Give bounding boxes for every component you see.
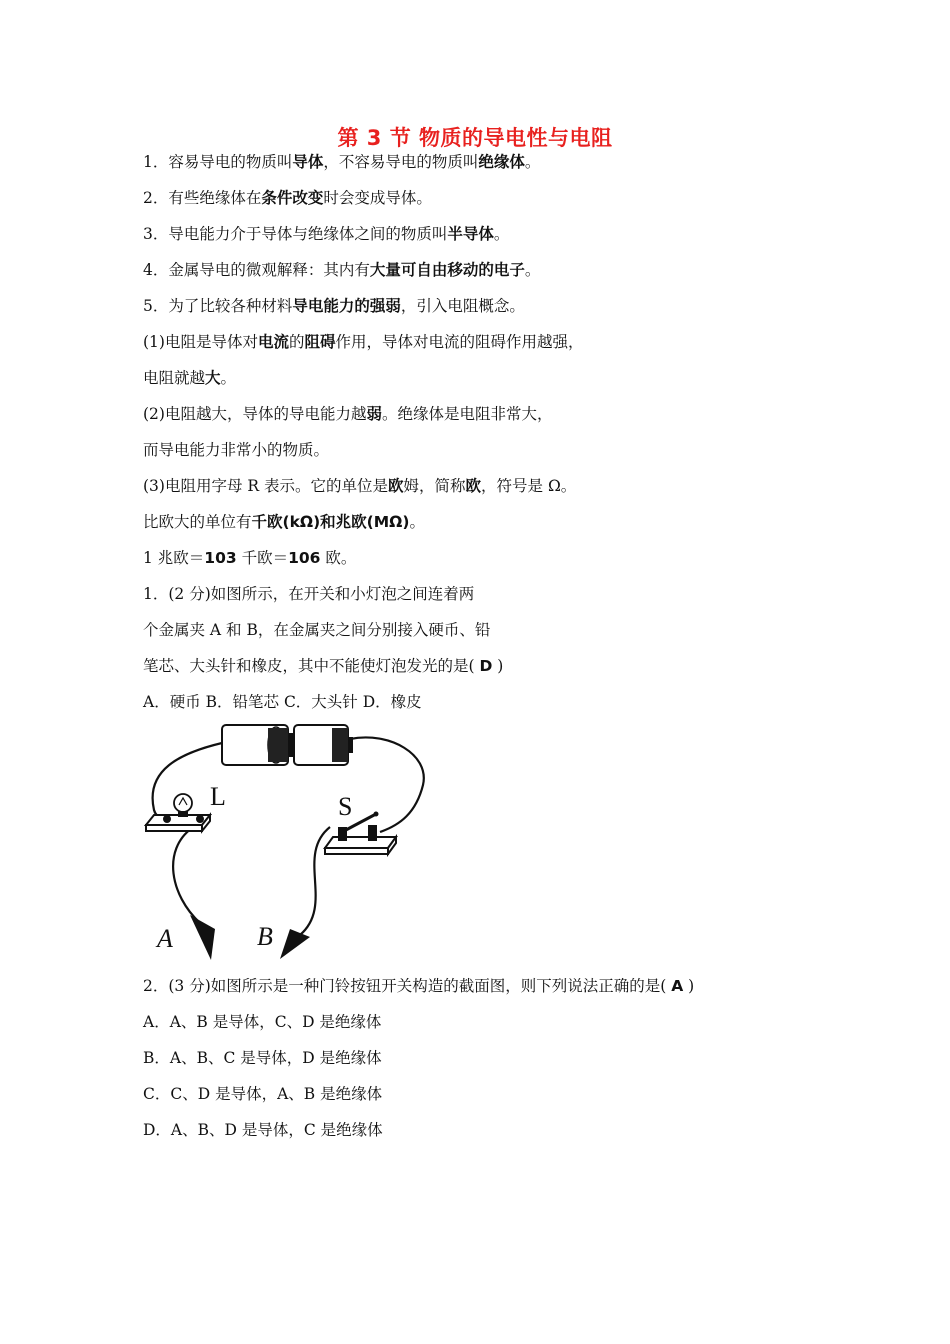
text-segment: ) [492,657,504,675]
text-segment: 千欧＝ [236,549,289,567]
question-line [143,1120,383,1140]
text-segment: 2．有些绝缘体在 [143,189,262,207]
text-line [143,440,329,460]
text-line [143,692,422,712]
bold-answer: 106 [288,549,321,567]
bold-answer: 半导体 [447,225,494,243]
bold-answer: 大 [205,369,221,387]
bold-answer: 千欧(kΩ)和兆欧(MΩ) [251,513,410,531]
label-lamp: L [210,782,226,811]
bold-answer: 绝缘体 [478,153,525,171]
text-segment: 而导电能力非常小的物质。 [143,441,330,459]
text-segment: 3．导电能力介于导体与绝缘体之间的物质叫 [143,225,448,243]
text-segment: ，不容易导电的物质叫 [323,153,479,171]
bold-answer: A [671,977,684,995]
switch-icon [325,812,396,855]
text-line [143,224,509,244]
text-segment: 。绝缘体是电阻非常大， [381,405,553,423]
bold-answer: 条件改变 [261,189,324,207]
text-segment: 时会变成导体。 [323,189,432,207]
circuit-figure [140,715,440,960]
bold-answer: 电流 [257,333,289,351]
question-line [143,1012,381,1032]
question-line [143,1084,382,1104]
text-line [143,404,553,424]
text-segment: 电阻就越 [143,369,206,387]
text-line [143,296,525,316]
text-segment: 1．容易导电的物质叫 [143,153,293,171]
text-line [143,620,490,640]
text-line [143,584,474,604]
bold-answer: 导电能力的强弱 [292,297,401,315]
text-segment: 2．(3 分)如图所示是一种门铃按钮开关构造的截面图，则下列说法正确的是( [143,977,672,995]
text-segment: (3)电阻用字母 R 表示。它的单位是 [143,477,388,495]
text-segment: 。 [220,369,237,387]
text-segment: ) [683,977,695,995]
text-segment: 1 兆欧＝ [143,549,205,567]
wire-battery-to-switch [350,737,424,832]
text-segment: 欧。 [320,549,357,567]
text-line [143,188,432,208]
text-segment: 笔芯、大头针和橡皮，其中不能使灯泡发光的是( [143,657,480,675]
bold-answer: 阻碍 [304,333,336,351]
text-segment: A．A、B 是导体，C、D 是绝缘体 [143,1013,382,1031]
text-segment: A．硬币 B．铅笔芯 C．大头针 D．橡皮 [143,693,422,711]
text-segment: C．C、D 是导体，A、B 是绝缘体 [143,1085,383,1103]
text-segment: 作用，导体对电流的阻碍作用越强， [335,333,584,351]
text-segment: 5．为了比较各种材料 [143,297,293,315]
question-line [143,976,694,996]
text-segment: B．A、B、C 是导体，D 是绝缘体 [143,1049,382,1067]
text-segment: 。 [493,225,510,243]
bold-answer: 弱 [366,405,382,423]
wire-lamp-to-clip-a [173,828,200,923]
text-segment: (1)电阻是导体对 [143,333,258,351]
bold-answer: 导体 [292,153,324,171]
bold-answer: 103 [204,549,237,567]
text-segment: 比欧大的单位有 [143,513,252,531]
text-segment: 姆，简称 [403,477,466,495]
text-line [143,332,584,352]
page-title: 第 3 节 物质的导电性与电阻 [337,126,613,150]
text-segment: 的 [288,333,305,351]
text-line [143,368,236,388]
wire-switch-to-clip-b [300,827,330,935]
label-clip-b: B [257,922,273,951]
text-segment: D．A、B、D 是导体，C 是绝缘体 [143,1121,383,1139]
battery-icon [222,725,353,765]
question-line [143,1048,382,1068]
text-line [143,260,540,280]
text-segment: 。 [524,261,541,279]
text-line [143,476,576,496]
text-segment: ，引入电阻概念。 [400,297,525,315]
bold-answer: 欧 [387,477,404,495]
text-line [143,548,356,568]
text-segment: ，符号是 Ω。 [481,477,577,495]
text-segment: 。 [409,513,425,531]
text-segment: 。 [524,153,541,171]
text-segment: 4．金属导电的微观解释：其内有 [143,261,370,279]
text-segment: (2)电阻越大，导体的导电能力越 [143,405,367,423]
text-line [143,152,540,172]
text-line [143,656,503,676]
bold-answer: 大量可自由移动的电子 [369,261,525,279]
label-clip-a: A [157,924,173,953]
text-segment: 个金属夹 A 和 B，在金属夹之间分别接入硬币、铅 [143,621,491,639]
bold-answer: 欧 [465,477,482,495]
text-segment: 1．(2 分)如图所示，在开关和小灯泡之间连着两 [143,585,475,603]
clip-b-icon [280,929,310,959]
text-line [143,512,425,532]
label-switch: S [338,792,353,821]
bold-answer: D [479,657,493,675]
clip-a-icon [190,915,215,960]
